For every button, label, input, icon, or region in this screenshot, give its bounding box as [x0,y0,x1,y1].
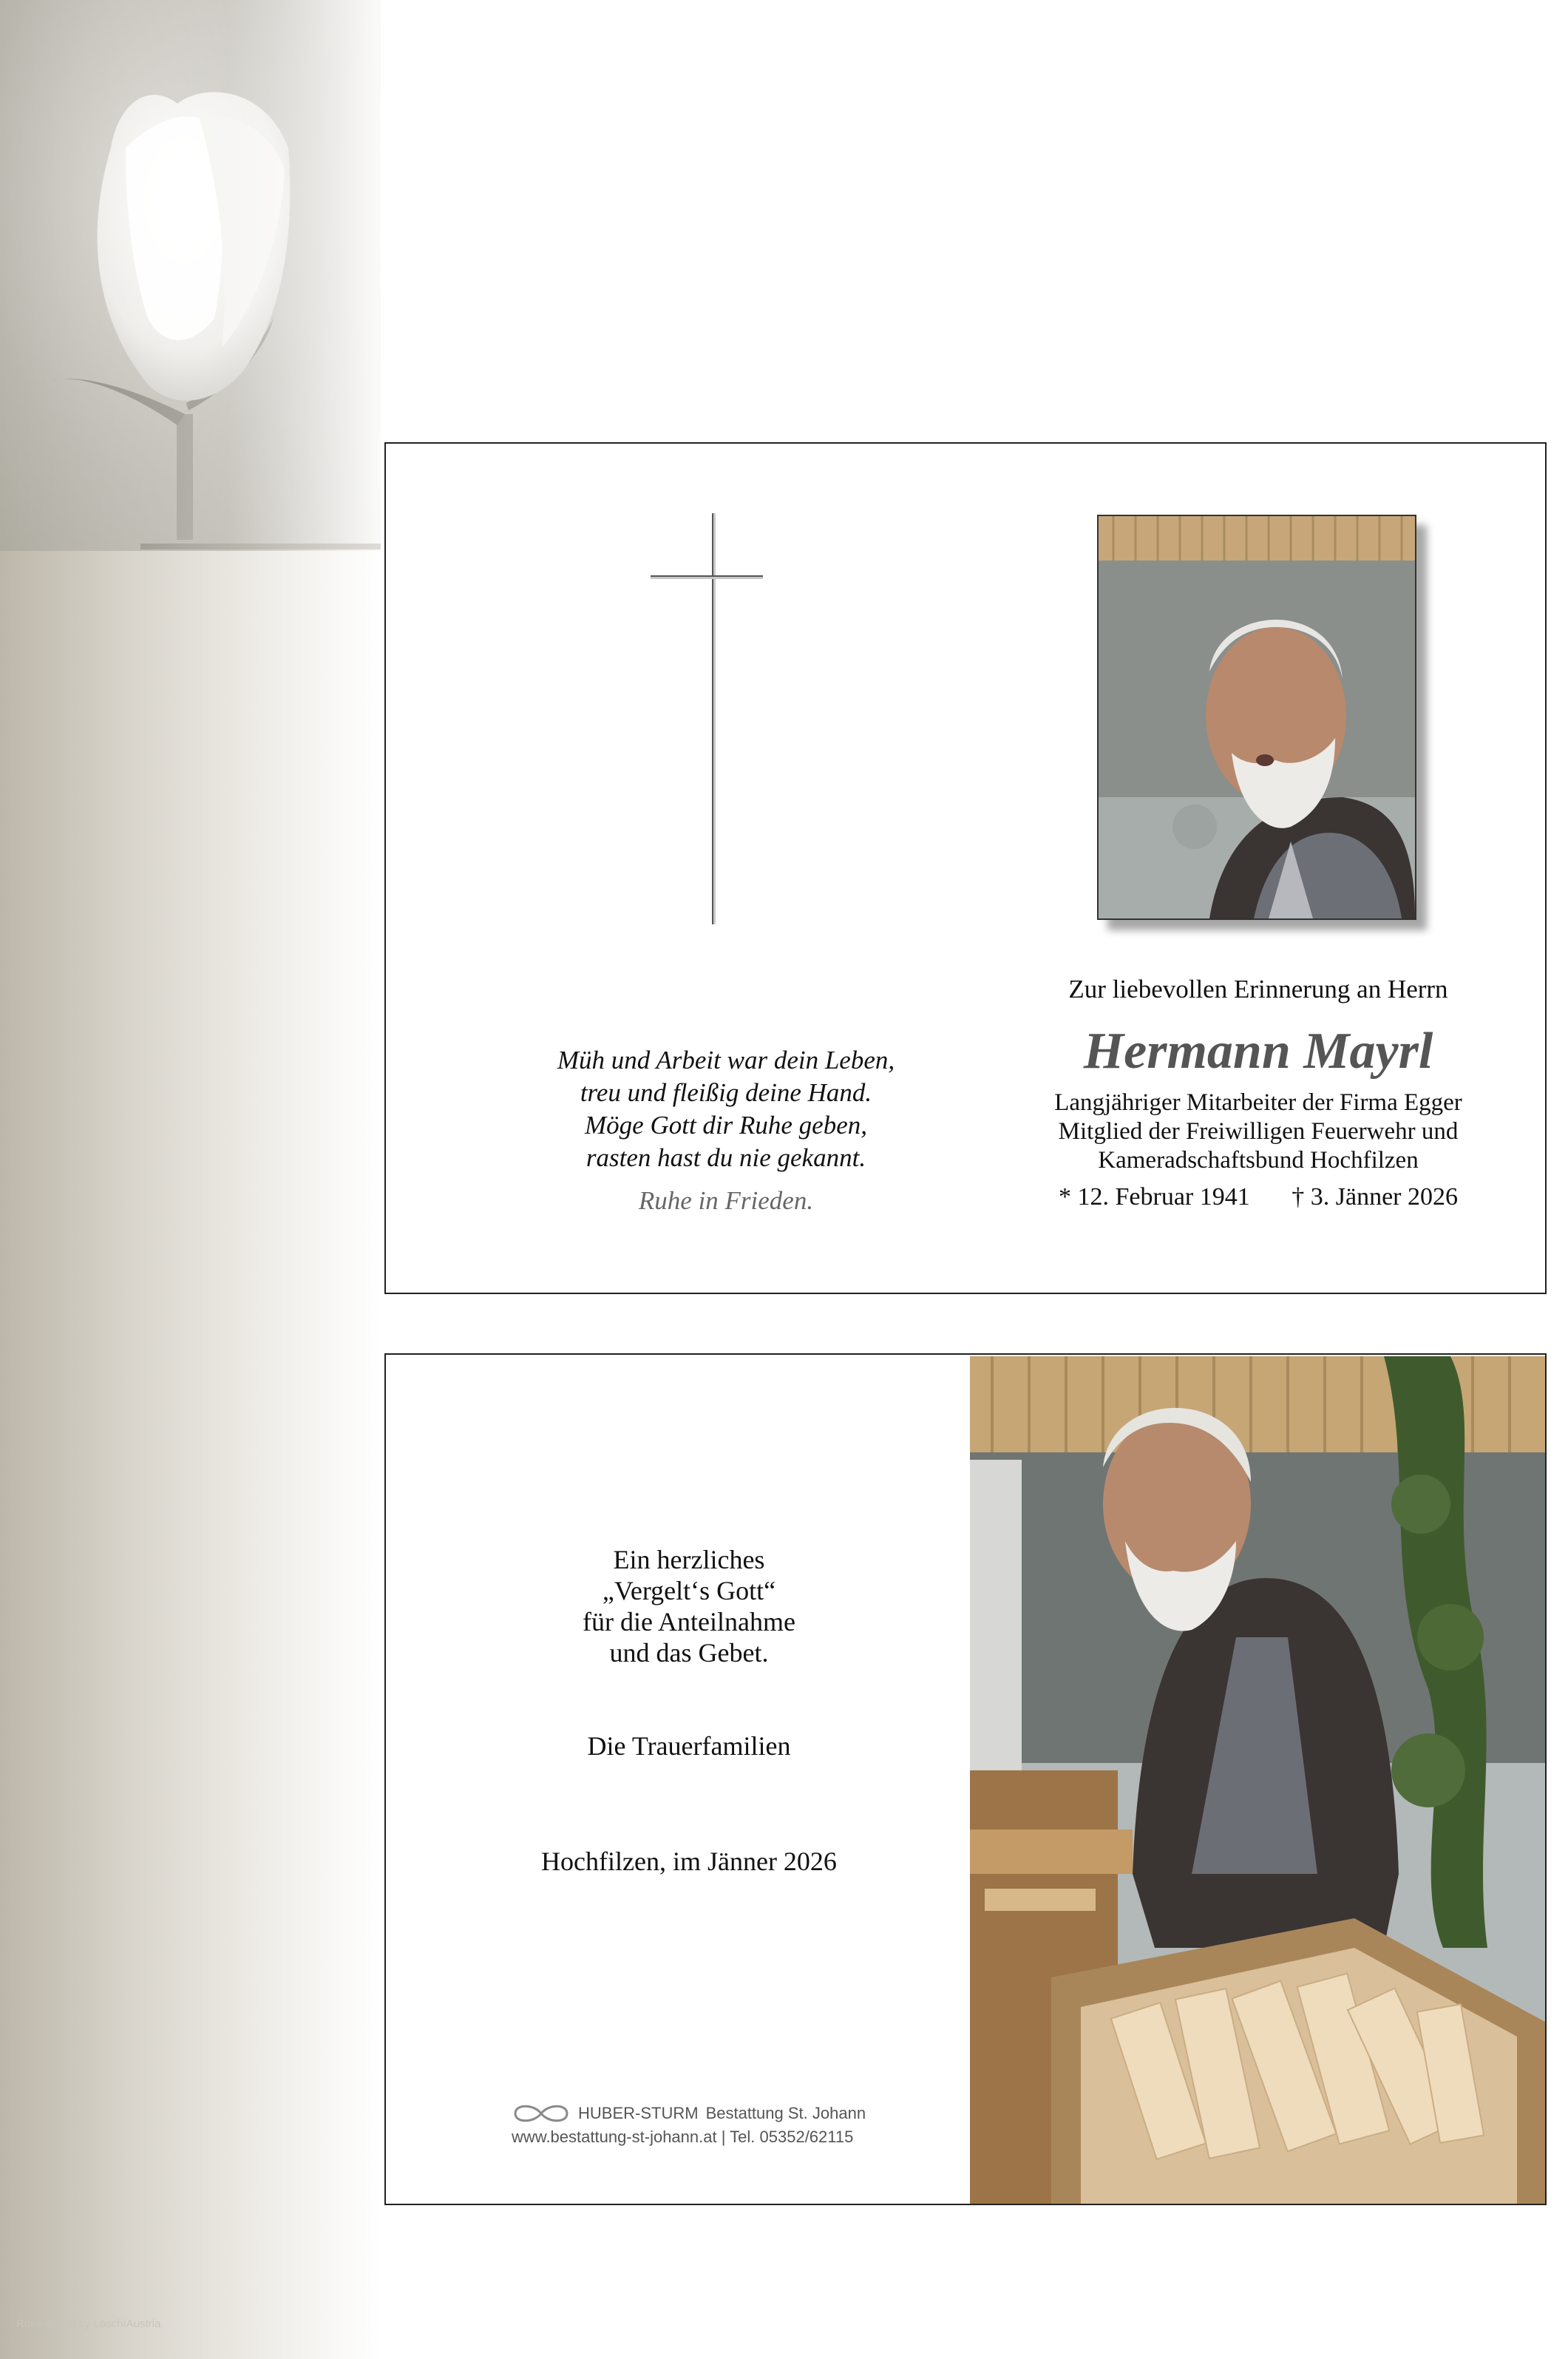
role-line: Kameradschaftsbund Hochfilzen [1098,1147,1419,1174]
memorial-card-back [384,1353,1547,2205]
funeral-home-info [512,2104,926,2147]
thanks-line: Ein herzliches [613,1545,765,1574]
image-credit: Rose 40 - © by Lösch/Austria [16,2318,161,2330]
mourning-families: Die Trauerfamilien [587,1731,791,1761]
poem-line: Müh und Arbeit war dein Leben, [557,1046,895,1074]
thanks-line: für die Anteilnahme [583,1607,795,1637]
role-line: Mitglied der Freiwilligen Feuerwehr und [1058,1118,1459,1145]
rest-in-peace-text: Ruhe in Frieden. [638,1186,814,1215]
poem-line: rasten hast du nie gekannt. [586,1143,866,1172]
thanks-line: und das Gebet. [609,1638,769,1668]
memorial-card-front [384,442,1547,1294]
poem-line: treu und fleißig deine Hand. [580,1078,872,1107]
workshop-photo-illustration [970,1356,1545,2204]
funeral-home-website[interactable]: www.bestattung-st-johann.at [512,2128,717,2146]
separator: | [721,2128,730,2146]
thanks-line: „Vergelt‘s Gott“ [602,1576,776,1605]
infinity-logo-icon [512,2104,571,2123]
memorial-poem [445,1044,1007,1174]
portrait-photo [1097,515,1416,920]
rose-image [0,0,381,551]
place-and-date: Hochfilzen, im Jänner 2026 [541,1847,837,1876]
birth-date: * 12. Februar 1941 [1059,1183,1250,1211]
workshop-photo [970,1356,1545,2204]
memorial-intro: Zur liebevollen Erinnerung an Herrn [1068,975,1448,1003]
role-line: Langjähriger Mitarbeiter der Firma Egger [1054,1089,1462,1116]
cross-icon-bar [651,575,763,579]
poem-line: Möge Gott dir Ruhe geben, [585,1111,867,1140]
deceased-roles [1022,1089,1495,1175]
portrait-photo-illustration [1099,516,1415,918]
funeral-home-phone: Tel. 05352/62115 [730,2128,854,2146]
funeral-home-suffix: Bestattung St. Johann [705,2104,866,2122]
rose-shelf [140,544,381,549]
life-dates [1022,1183,1495,1211]
death-date: † 3. Jänner 2026 [1292,1183,1458,1211]
deceased-name: Hermann Mayrl [1083,1023,1433,1080]
thanks-message [482,1544,896,1668]
funeral-home-name: HUBER-STURM [578,2104,699,2122]
